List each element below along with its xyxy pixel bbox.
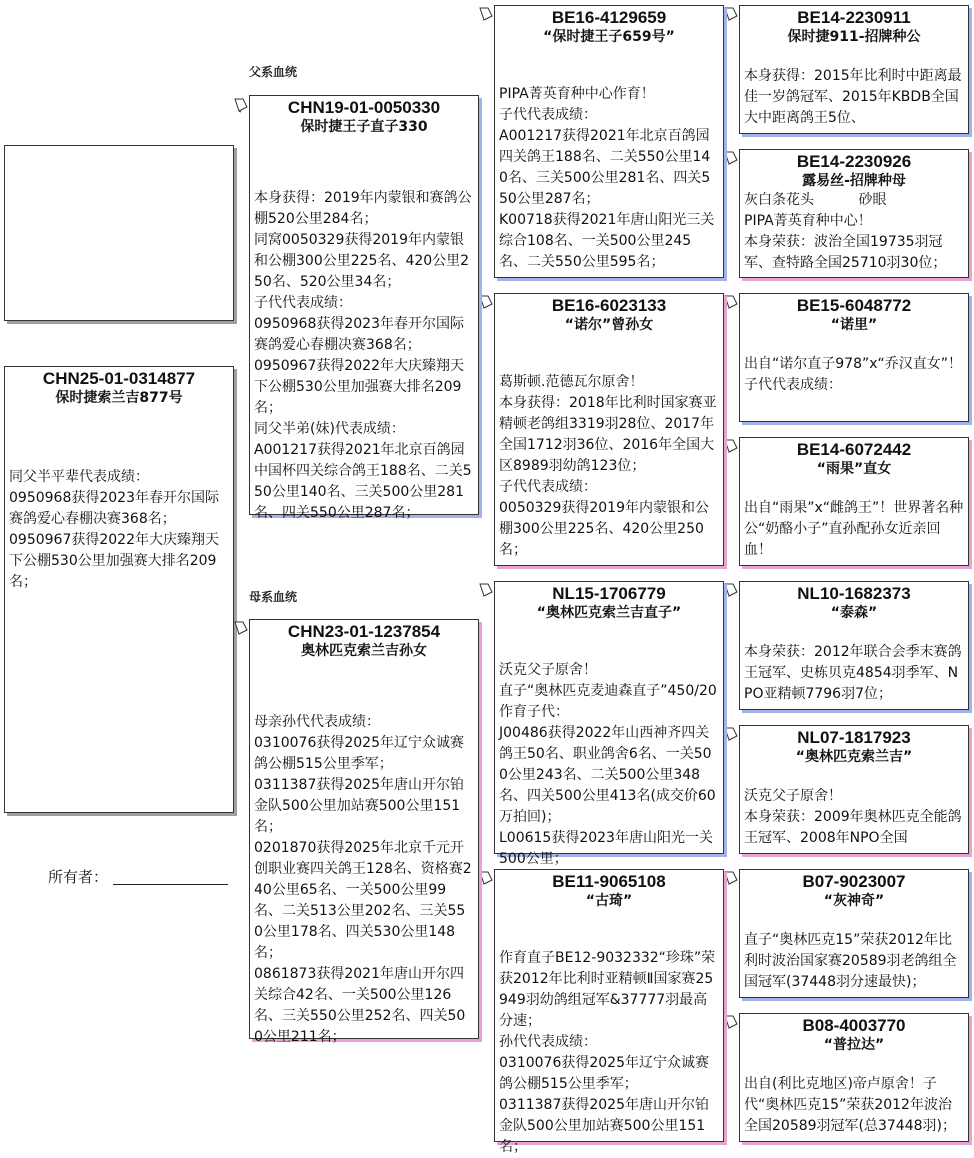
dd-card <box>494 869 724 1155</box>
sdd-card <box>739 437 969 566</box>
sire-description: 本身获得：2019年内蒙银和赛鸽公棚520公里284名； 同窝0050329获得2019年内蒙银和公棚300公里225名、420公里250名、520公里34名； 子代代表成绩： 0950968获得2023年春开尔国际赛鸽爱心春棚决赛368名； 0950967获得2022年大庆臻翔天下公棚530公里加强赛大排名209名； 同父半弟(妹)代表成绩： A001217获得2021年北京百鸽园中国杯四关综合鸽王188名、二关550公里140名、三关500公里281名、四关550公里287名； <box>254 190 472 521</box>
edit-ds-icon[interactable] <box>478 582 494 598</box>
ddd-card <box>739 1013 969 1142</box>
edit-sd-icon[interactable] <box>478 294 494 310</box>
sss-card <box>739 5 969 134</box>
dsd-description: 沃克父子原舍！ 本身荣获：2009年奥林匹克全能鸽王冠军、2008年NPO全国 <box>744 788 962 846</box>
sire-name: 保时捷王子直子330 <box>300 119 428 135</box>
edit-sds-icon[interactable] <box>723 294 739 310</box>
dam-name: 奥林匹克索兰吉孙女 <box>301 643 427 659</box>
dam-line-label: 母系血统 <box>249 590 298 604</box>
sss-name: 保时捷911-招牌种公 <box>787 29 921 45</box>
sdd-description: 出自“雨果”x“雌鸽王”！世界著名种公“奶酪小子”直孙配孙女近亲回血！ <box>744 500 964 558</box>
dds-description: 直子“奥林匹克15”荣获2012年比利时波治国家赛20589羽老鸽组全国冠军(37448羽分速最快)； <box>744 932 957 990</box>
sire-line-label: 父系血统 <box>249 65 298 79</box>
edit-ss-icon[interactable] <box>478 6 494 22</box>
subject-name: 保时捷索兰吉877号 <box>55 390 183 406</box>
subject-card <box>4 366 234 813</box>
sds-description: 出自“诺尔直子978”x“乔汉直女”！ 子代代表成绩： <box>744 356 963 393</box>
edit-dds-icon[interactable] <box>723 870 739 886</box>
ssd-card <box>739 149 969 278</box>
ddd-name: “普拉达” <box>823 1037 885 1053</box>
dss-ring-number: NL10-1682373 <box>797 584 911 603</box>
ddd-description: 出自(利比克地区)帝卢原舍！子代“奥林匹克15”荣获2012年波治全国20589羽冠军(总37448羽)； <box>744 1076 956 1134</box>
ssd-ring-number: BE14-2230926 <box>796 152 912 171</box>
subject-description: 同父半平辈代表成绩： 0950968获得2023年春开尔国际赛鸽爱心春棚决赛368名； 0950967获得2022年大庆臻翔天下公棚530公里加强赛大排名209名； <box>9 469 219 590</box>
dds-name: “灰神奇” <box>823 893 885 909</box>
ssd-name: 露易丝-招牌种母 <box>802 173 906 189</box>
dsd-ring-number: NL07-1817923 <box>797 728 911 747</box>
sds-name: “诺里” <box>830 317 878 333</box>
dd-description: 作育直子BE12-9032332“珍珠”荣获2012年比利时亚精顿Ⅱ国家赛25949羽幼鸽组冠军&37777羽最高分速； 孙代代表成绩： 0310076获得2025年辽宁众诚赛鸽公棚515公里季军； 0311387获得2025年唐山开尔铂金队500公里加站赛500公里151名； <box>499 950 716 1155</box>
sss-ring-number: BE14-2230911 <box>797 8 911 27</box>
sd-card <box>494 293 724 566</box>
dds-card <box>739 869 969 998</box>
sds-ring-number: BE15-6048772 <box>796 296 912 315</box>
dam-description: 母亲孙代代表成绩： 0310076获得2025年辽宁众诚赛鸽公棚515公里季军； 0311387获得2025年唐山开尔铂金队500公里加站赛500公里151名； 0201870获得2025年北京千元开创职业赛四关鸽王128名、资格赛240公里65名、一关500公里99名、二关513公里202名、三关550公里178名、四关530公里148名； 0861873获得2021年唐山开尔四关综合42名、一关500公里126名、三关550公里252名、四关500公里211名； <box>254 714 472 1045</box>
sire-card <box>249 95 479 521</box>
edit-sire-icon[interactable] <box>233 97 249 113</box>
sdd-name: “雨果”直女 <box>816 461 892 477</box>
sss-description: 本身获得：2015年比利时中距离最佳一岁鸽冠军、2015年KBDB全国大中距离鸽王5位、 <box>744 68 962 126</box>
dss-description: 本身荣获：2012年联合会季末赛鸽王冠军、史栋贝克4854羽季军、NPO亚精顿7796羽7位； <box>744 644 962 702</box>
edit-dam-icon[interactable] <box>233 620 249 636</box>
sds-card <box>739 293 969 422</box>
edit-dd-icon[interactable] <box>478 870 494 886</box>
ds-description: 沃克父子原舍！ 直子“奥林匹克麦迪森直子”450/20作育子代： J00486获得2022年山西神齐四关鸽王50名、职业鸽舍6名、一关500公里243名、二关500公里348名、四关500公里413名(成交价60万拍回)； L00615获得2023年唐山阳光一关500公里； <box>499 662 717 867</box>
owner-label: 所有者： <box>48 868 109 886</box>
dsd-card <box>739 725 969 854</box>
sire-ring-number: CHN19-01-0050330 <box>287 98 441 117</box>
sd-ring-number: BE16-6023133 <box>551 296 667 315</box>
ss-name: “保时捷王子659号” <box>543 29 675 45</box>
dd-ring-number: BE11-9065108 <box>552 872 666 891</box>
subject-ring-number: CHN25-01-0314877 <box>42 369 196 388</box>
edit-ssd-icon[interactable] <box>723 150 739 166</box>
edit-dsd-icon[interactable] <box>723 726 739 742</box>
dsd-name: “奥林匹克索兰吉” <box>795 749 913 765</box>
edit-sdd-icon[interactable] <box>723 438 739 454</box>
pigeon-photo-frame <box>4 145 234 321</box>
dds-ring-number: B07-9023007 <box>802 872 906 891</box>
edit-ddd-icon[interactable] <box>723 1014 739 1030</box>
owner-signature-line <box>113 884 228 885</box>
dss-card <box>739 581 969 710</box>
ss-ring-number: BE16-4129659 <box>551 8 667 27</box>
ddd-ring-number: B08-4003770 <box>802 1016 906 1035</box>
edit-sss-icon[interactable] <box>723 6 739 22</box>
ds-name: “奥林匹克索兰吉直子” <box>536 605 682 621</box>
edit-dss-icon[interactable] <box>723 582 739 598</box>
ss-description: PIPA菁英育种中心作育！ 子代代表成绩： A001217获得2021年北京百鸽园四关鸽王188名、二关550公里140名、三关500公里281名、四关550公里287名； K00718获得2021年唐山阳光三关综合108名、一关500公里245名、二关550公里595名； <box>499 86 715 270</box>
dd-name: “古琦” <box>585 893 633 909</box>
sd-description: 葛斯顿.范德瓦尔原舍！ 本身获得：2018年比利时国家赛亚精顿老鸽组3319羽28位、2017年全国1712羽36位、2016年全国大区8989羽幼鸽123位； 子代代表成绩： 0050329获得2019年内蒙银和公棚300公里225名、420公里250名； <box>499 374 717 558</box>
dss-name: “泰森” <box>830 605 878 621</box>
dam-card <box>249 619 479 1045</box>
sdd-ring-number: BE14-6072442 <box>796 440 912 459</box>
ss-card <box>494 5 724 278</box>
ds-card <box>494 581 724 867</box>
dam-ring-number: CHN23-01-1237854 <box>287 622 441 641</box>
ds-ring-number: NL15-1706779 <box>552 584 666 603</box>
ssd-description: 灰白条花头 砂眼 PIPA菁英育种中心！ 本身荣获：波治全国19735羽冠军、查特路全国25710羽30位； <box>744 192 947 271</box>
sd-name: “诺尔”曾孙女 <box>564 317 654 333</box>
